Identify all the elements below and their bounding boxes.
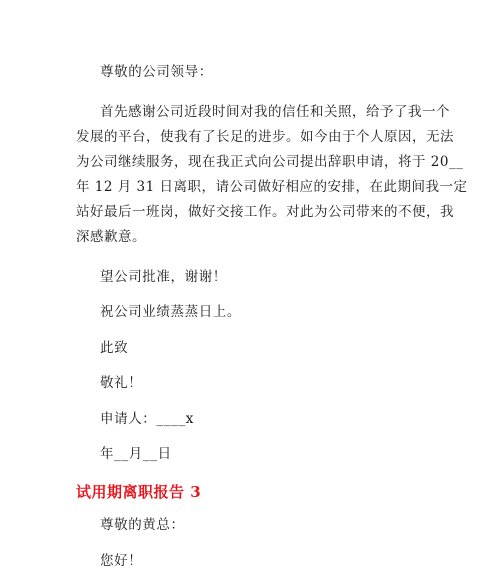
body-line: 年 12 月 31 日离职，请公司做好相应的安排，在此期间我一定 [76,179,468,195]
letter-request: 望公司批准，谢谢！ [100,269,227,285]
body-line: 深感歉意。 [76,229,146,245]
section-salutation: 尊敬的黄总： [100,517,185,533]
section-greeting: 您好！ [100,553,143,569]
letter-date: 年__月__日 [100,446,172,462]
letter-closing-1: 此致 [100,340,129,356]
body-line: 为公司继续服务，现在我正式向公司提出辞职申请，将于 20__ [76,154,464,170]
section-heading: 试用期离职报告 3 [76,483,202,501]
body-line: 首先感谢公司近段时间对我的信任和关照，给予了我一个 [100,104,450,120]
letter-body-paragraph [76,100,468,250]
letter-applicant: 申请人：____x [100,411,195,427]
letter-salutation: 尊敬的公司领导： [100,64,213,80]
body-line: 发展的平台，使我有了长足的进步。如今由于个人原因，无法 [76,129,454,145]
letter-closing-2: 敬礼！ [100,375,143,391]
letter-wish: 祝公司业绩蒸蒸日上。 [100,304,241,320]
body-line: 站好最后一班岗，做好交接工作。对此为公司带来的不便，我 [76,204,454,220]
